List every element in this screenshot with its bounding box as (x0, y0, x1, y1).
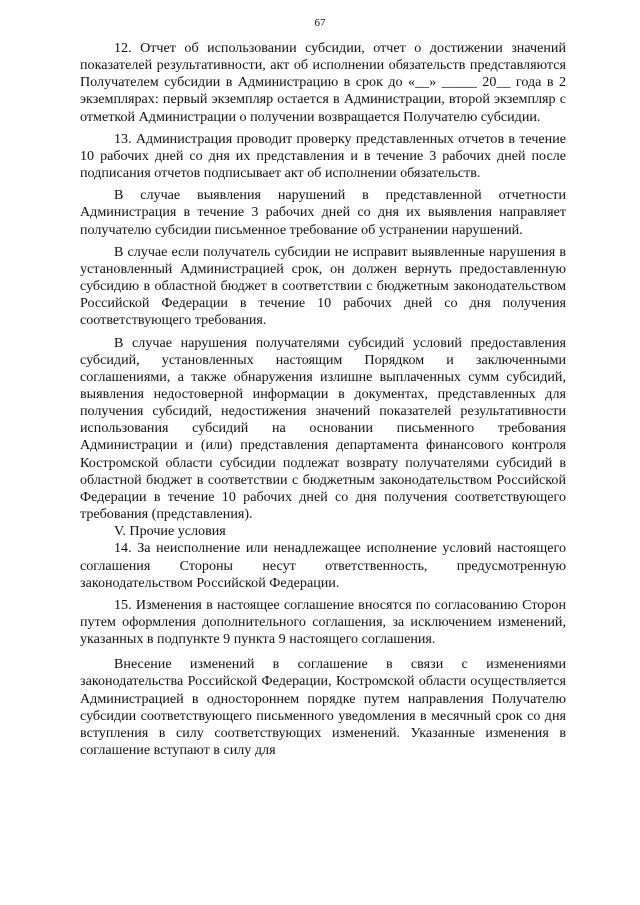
paragraph-12-reports: 12. Отчет об использовании субсидии, отчет о достижении значений показателей результативности, акт об исполнении обязательств представляются Получателем субсидии в Администрацию в срок до «__» _____ 20__ года в 2 экземплярах: первый экземпляр остается в Администрации, второй экземпляр с отметкой Администрации о получении возвращается Получателю субсидии. (80, 40, 566, 125)
document-body (80, 40, 566, 759)
paragraph-violations-notice: В случае выявления нарушений в представленной отчетности Администрация в течение 3 рабочих дней со дня их выявления направляет получателю субсидии письменное требование об устранении нарушений. (80, 187, 566, 238)
paragraph-subsidy-return: В случае если получатель субсидии не исправит выявленные нарушения в установленный Администрацией срок, он должен вернуть предоставленную субсидию в областной бюджет в соответствии с бюджетным законодательством Российской Федерации в течение 10 рабочих дней со дня получения соответствующего требования. (80, 243, 566, 329)
paragraph-13-report-check: 13. Администрация проводит проверку представленных отчетов в течение 10 рабочих дней со дня их представления и в течение 3 рабочих дней после подписания отчетов подписывает акт об исполнении обязательств. (80, 130, 566, 182)
paragraph-14-liability: 14. За неисполнение или ненадлежащее исполнение условий настоящего соглашения Стороны несут ответственность, предусмотренную законодательством Российской Федерации. (80, 540, 566, 591)
page-number: 67 (314, 17, 326, 29)
section-heading: V. Прочие условия (114, 523, 226, 540)
paragraph-15-amendments: 15. Изменения в настоящее соглашение вносятся по согласованию Сторон путем оформления дополнительного соглашения, за исключением изменений, указанных в подпункте 9 пункта 9 настоящего соглашения. (80, 596, 566, 648)
paragraph-unilateral-amendments: Внесение изменений в соглашение в связи с изменениями законодательства Российской Федерации, Костромской области осуществляется Администрацией в одностороннем порядке путем направления Получателю субсидии соответствующего письменного уведомления в месячный срок со дня вступления в силу соответствующих изменений. Указанные изменения в соглашение вступают в силу для (80, 656, 566, 759)
paragraph-violation-return-terms: В случае нарушения получателями субсидий условий предоставления субсидий, установленных настоящим Порядком и заключенными соглашениями, а также обнаружения излишне выплаченных сумм субсидий, выявления недостоверной информации в документах, представленных для получения субсидий, недостижения значений показателей результативности использования субсидий на основании письменного требования Администрации и (или) представления департамента финансового контроля Костромской области субсидии подлежат возврату получателями субсидий в областной бюджет в соответствии с бюджетным законодательством Российской Федерации в течение 10 рабочих дней со дня получения соответствующего требования (представления). (80, 334, 566, 523)
